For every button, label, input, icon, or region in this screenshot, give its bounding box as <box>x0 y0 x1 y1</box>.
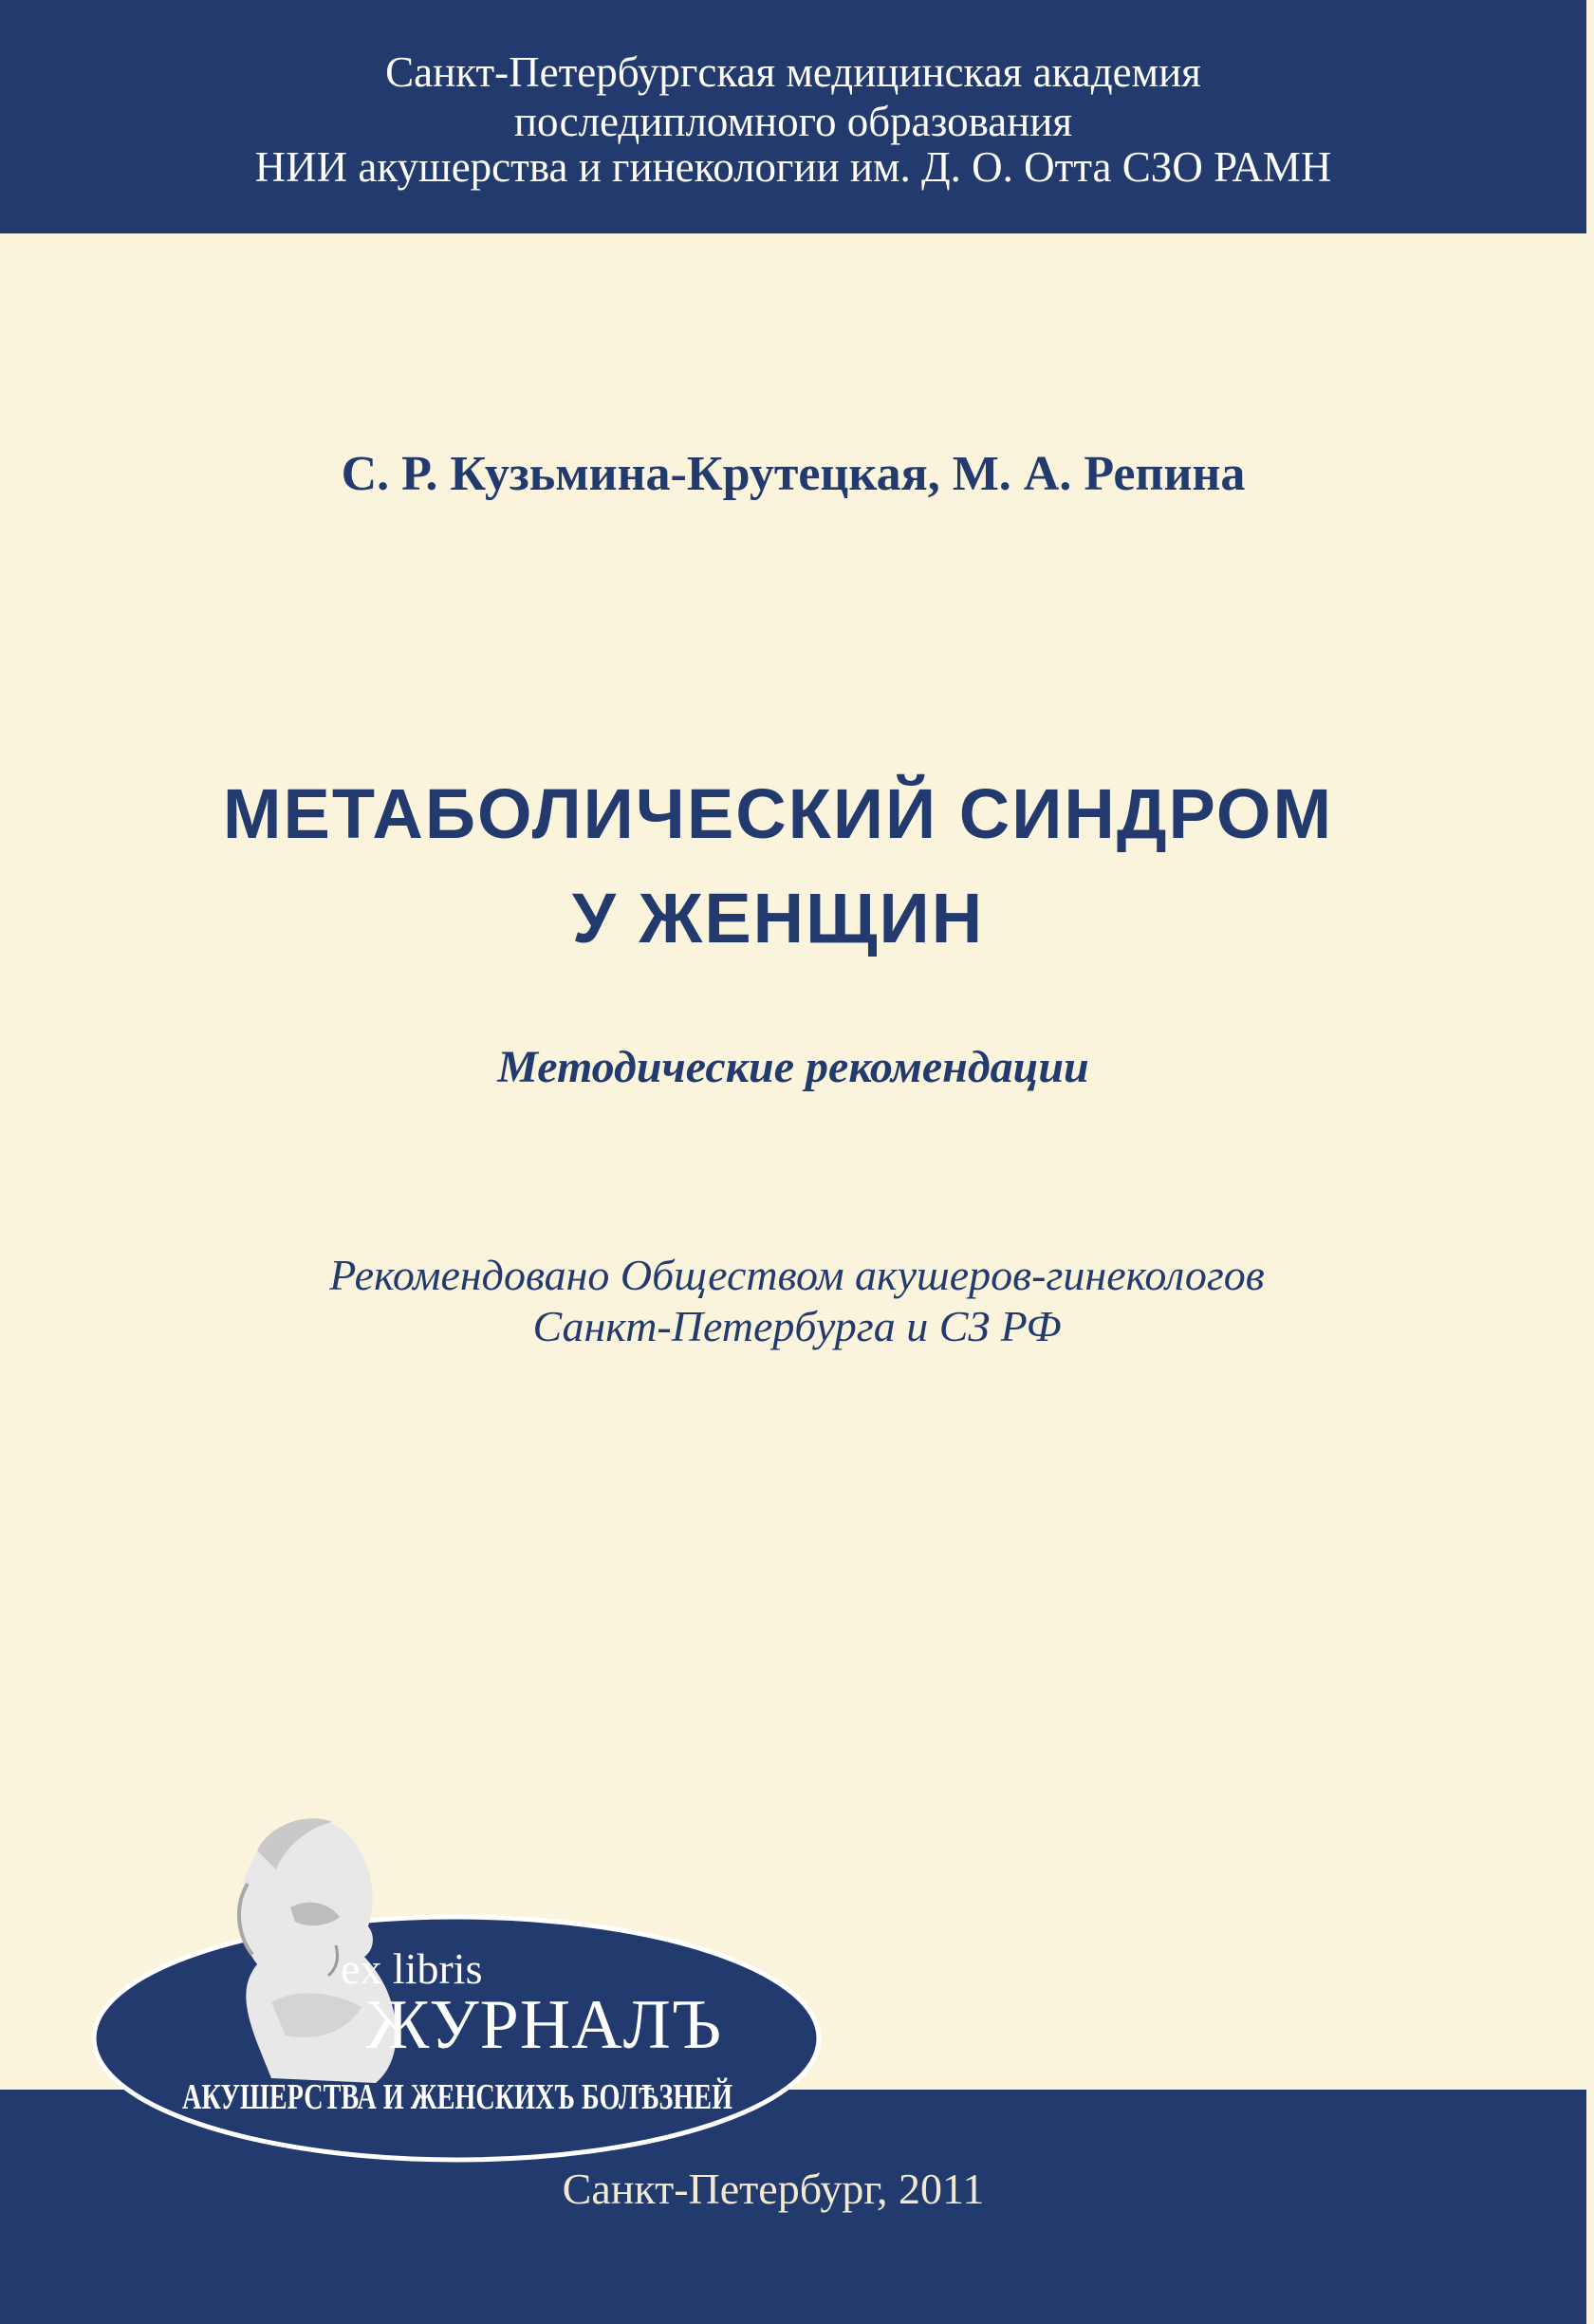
recommendation-line-2: Санкт-Петербурга и СЗ РФ <box>532 1302 1062 1350</box>
title-line-2: У ЖЕНЩИН <box>571 879 985 957</box>
recommendation-line-1: Рекомендовано Обществом акушеров-гинекологов <box>329 1251 1265 1299</box>
header-band <box>0 0 1586 233</box>
exlibris-journal-text: ЖУРНАЛЪ <box>366 1986 723 2064</box>
header-line-2: последипломного образования <box>513 98 1073 145</box>
exlibris-subtitle-text: АКУШЕРСТВА И ЖЕНСКИХЪ БОЛѢЗНЕЙ <box>182 2077 732 2117</box>
city-year: Санкт-Петербург, 2011 <box>562 2165 985 2213</box>
title-line-1: МЕТАБОЛИЧЕСКИЙ СИНДРОМ <box>222 774 1334 853</box>
header-line-1: Санкт-Петербургская медицинская академия <box>385 48 1201 96</box>
subtitle: Методические рекомендации <box>497 1042 1089 1092</box>
exlibris-small-text: ex libris <box>341 1944 483 1993</box>
authors: С. Р. Кузьмина-Крутецкая, М. А. Репина <box>341 447 1246 501</box>
exlibris-emblem <box>91 1794 822 2164</box>
header-line-3: НИИ акушерства и гинекологии им. Д. О. Отта СЗО РАМН <box>254 143 1332 191</box>
